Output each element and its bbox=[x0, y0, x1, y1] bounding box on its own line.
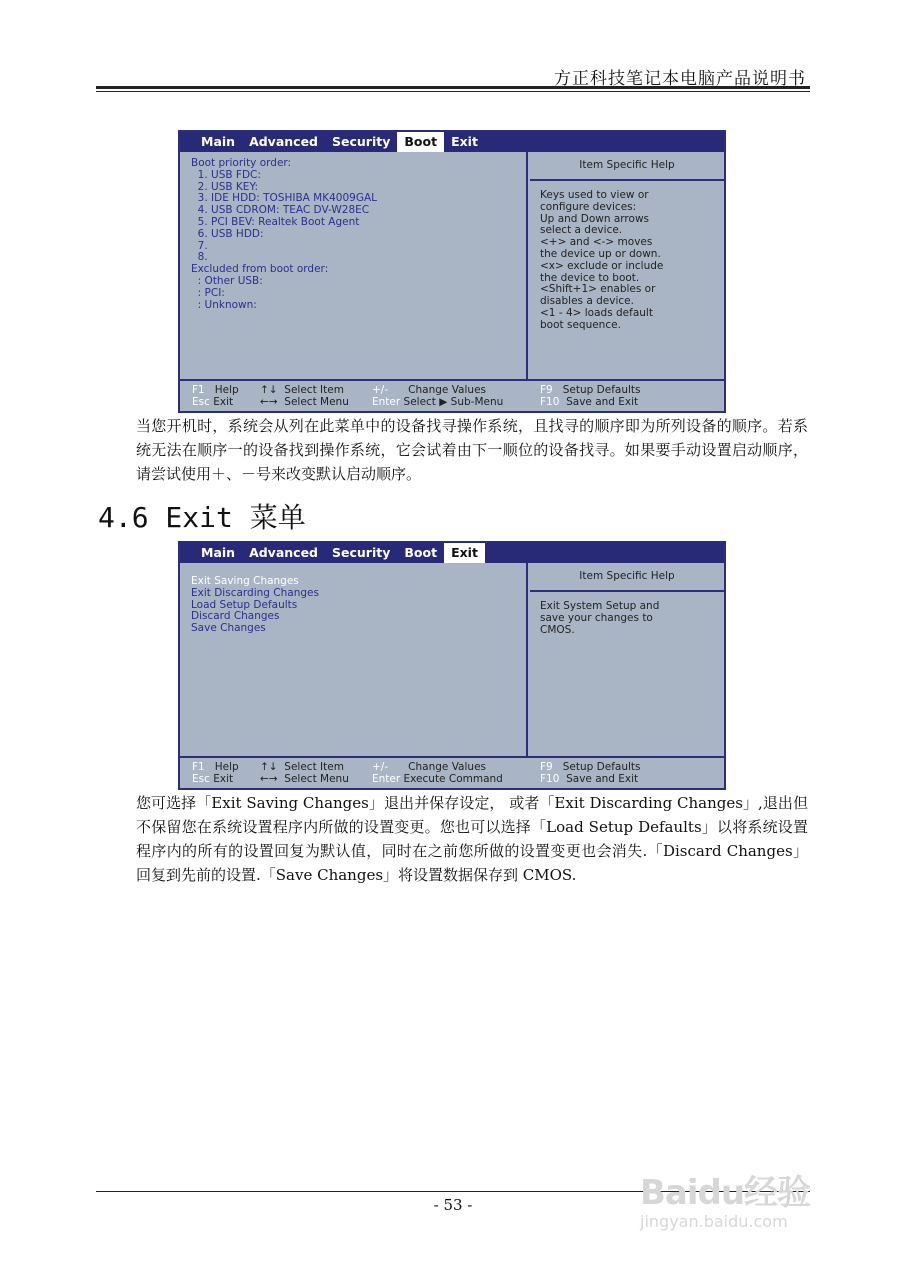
exit-discarding-changes-option[interactable]: Exit Discarding Changes bbox=[191, 586, 319, 599]
updown-arrow-icon: ↑↓ bbox=[260, 761, 278, 773]
exit-description: 您可选择「Exit Saving Changes」退出并保存设定， 或者「Exit Discarding Changes」,退出但不保留您在系统设置程序内所做的设置变更。您也可以选择「Load Setup Defaults」以将系统设置程序内的所有的设置回复为默认值，同时在之前您所做的设置变更也会消失.「Discard Changes」回复到先前的设置.「Save Changes」将设置数据保存到 CMOS. bbox=[136, 794, 808, 884]
updown-arrow-icon: ↑↓ bbox=[260, 384, 278, 396]
help-label: Help bbox=[214, 384, 239, 396]
f9-key: F9 bbox=[540, 384, 553, 396]
page-number: - 53 - bbox=[433, 1196, 473, 1214]
setup-defaults-label: Setup Defaults bbox=[562, 761, 641, 773]
bios-menubar bbox=[180, 132, 724, 152]
save-changes-option[interactable]: Save Changes bbox=[191, 622, 266, 635]
menu-advanced[interactable]: Advanced bbox=[249, 134, 319, 149]
menu-exit[interactable]: Exit bbox=[451, 134, 478, 149]
help-panel bbox=[530, 563, 724, 756]
f9-key: F9 bbox=[540, 761, 553, 773]
f1-key: F1 bbox=[192, 384, 205, 396]
menu-advanced[interactable]: Advanced bbox=[249, 545, 319, 560]
boot-order-heading: Boot priority order: bbox=[191, 157, 292, 169]
execute-command-label: Execute Command bbox=[403, 772, 503, 785]
boot-item[interactable]: 6. USB HDD: bbox=[191, 227, 264, 240]
boot-item[interactable]: 1. USB FDC: bbox=[191, 168, 261, 181]
enter-key: Enter bbox=[372, 395, 401, 408]
leftright-arrow-icon: ←→ bbox=[260, 772, 278, 785]
menu-main[interactable]: Main bbox=[201, 545, 236, 560]
watermark bbox=[640, 1165, 860, 1245]
bios-boot-screen bbox=[178, 130, 726, 413]
f1-key: F1 bbox=[192, 761, 205, 773]
exit-label: Exit bbox=[213, 772, 234, 785]
help-panel bbox=[530, 152, 724, 379]
watermark-logo: Baidu经验 bbox=[640, 1173, 811, 1213]
boot-item[interactable]: 3. IDE HDD: TOSHIBA MK4009GAL bbox=[191, 192, 378, 205]
bios-footer bbox=[180, 756, 724, 788]
help-title: Item Specific Help bbox=[530, 563, 724, 592]
boot-item[interactable]: 4. USB CDROM: TEAC DV-W28EC bbox=[191, 204, 370, 217]
watermark-url: jingyan.baidu.com bbox=[640, 1212, 788, 1231]
excluded-item[interactable]: : Unknown: bbox=[191, 298, 257, 311]
save-exit-label: Save and Exit bbox=[566, 772, 639, 785]
esc-key: Esc bbox=[192, 395, 210, 408]
exit-saving-changes-option[interactable]: Exit Saving Changes bbox=[191, 575, 299, 587]
boot-order-panel bbox=[180, 152, 528, 379]
boot-item[interactable]: 7. bbox=[191, 239, 208, 252]
change-values-label: Change Values bbox=[408, 761, 486, 773]
sub-menu-label: Select ▶ Sub-Menu bbox=[403, 395, 504, 408]
excluded-heading: Excluded from boot order: bbox=[191, 263, 329, 276]
header-rule-thin bbox=[96, 91, 810, 92]
setup-defaults-label: Setup Defaults bbox=[562, 384, 641, 396]
f10-key: F10 bbox=[540, 772, 560, 785]
leftright-arrow-icon: ←→ bbox=[260, 395, 278, 408]
header-title: 方正科技笔记本电脑产品说明书 bbox=[554, 69, 806, 89]
bios-exit-screen bbox=[178, 541, 726, 790]
load-setup-defaults-option[interactable]: Load Setup Defaults bbox=[191, 598, 298, 611]
menu-security[interactable]: Security bbox=[332, 134, 391, 149]
exit-label: Exit bbox=[213, 395, 234, 408]
help-label: Help bbox=[214, 761, 239, 773]
discard-changes-option[interactable]: Discard Changes bbox=[191, 610, 280, 623]
esc-key: Esc bbox=[192, 772, 210, 785]
boot-item[interactable]: 5. PCI BEV: Realtek Boot Agent bbox=[191, 215, 360, 228]
menu-boot[interactable]: Boot bbox=[404, 545, 438, 560]
change-values-label: Change Values bbox=[408, 384, 486, 396]
plusminus-key: +/- bbox=[372, 384, 389, 396]
excluded-item[interactable]: : Other USB: bbox=[191, 274, 263, 287]
save-exit-label: Save and Exit bbox=[566, 395, 639, 408]
select-menu-label: Select Menu bbox=[284, 772, 349, 785]
help-title: Item Specific Help bbox=[530, 152, 724, 181]
help-text: Exit System Setup and save your changes to CMOS. bbox=[540, 600, 660, 636]
menu-main[interactable]: Main bbox=[201, 134, 236, 149]
boot-item[interactable]: 2. USB KEY: bbox=[191, 180, 258, 193]
menu-boot[interactable]: Boot bbox=[397, 132, 444, 152]
select-menu-label: Select Menu bbox=[284, 395, 349, 408]
f10-key: F10 bbox=[540, 395, 560, 408]
plusminus-key: +/- bbox=[372, 761, 389, 773]
menu-security[interactable]: Security bbox=[332, 545, 391, 560]
help-text: Keys used to view or configure devices: Up and Down arrows select a device. <+> and <-> moves the device up or down. <x> exclude or include the device to boot. <Shift+1> enables or disables a device. <1 - 4> loads default boot sequence. bbox=[540, 189, 664, 331]
bios-menubar bbox=[180, 543, 724, 563]
select-item-label: Select Item bbox=[284, 761, 344, 773]
boot-item[interactable]: 8. bbox=[191, 251, 208, 264]
exit-options-panel bbox=[180, 563, 528, 756]
section-title: 4.6 Exit 菜单 bbox=[98, 501, 306, 534]
bios-footer bbox=[180, 379, 724, 411]
bios-body bbox=[180, 563, 724, 756]
boot-description: 当您开机时，系统会从列在此菜单中的设备找寻操作系统，且找寻的顺序即为所列设备的顺序。若系统无法在顺序一的设备找到操作系统，它会试着由下一顺位的设备找寻。如果要手动设置启动顺序，请尝试使用＋、－号来改变默认启动顺序。 bbox=[136, 417, 808, 483]
enter-key: Enter bbox=[372, 772, 401, 785]
bios-body bbox=[180, 152, 724, 379]
select-item-label: Select Item bbox=[284, 384, 344, 396]
menu-exit[interactable]: Exit bbox=[444, 543, 485, 563]
excluded-item[interactable]: : PCI: bbox=[191, 286, 225, 299]
header-rule bbox=[96, 86, 810, 89]
